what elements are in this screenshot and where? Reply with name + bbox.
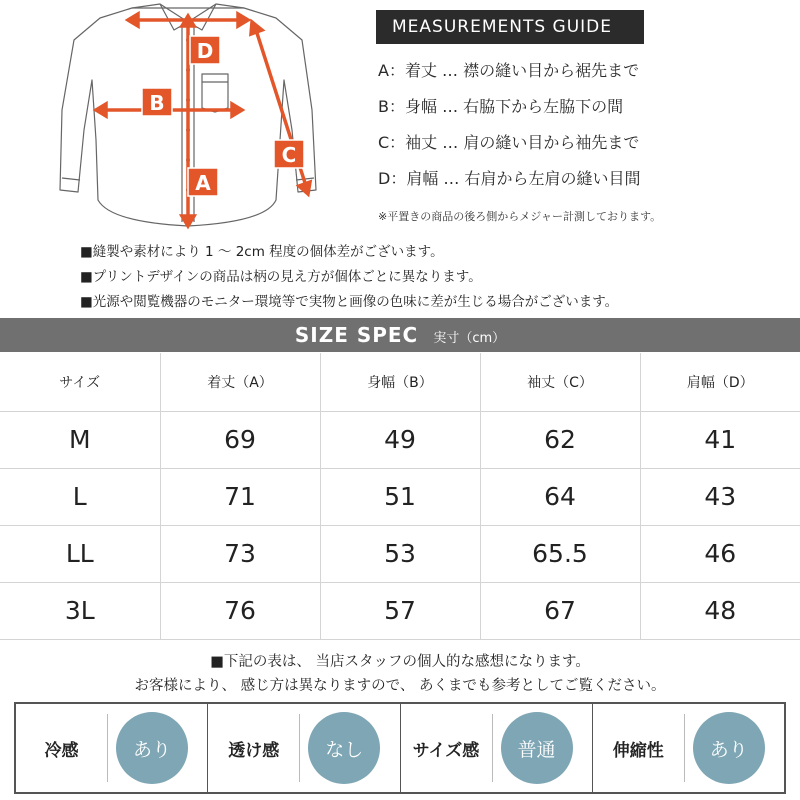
shoulder-cell: 48 xyxy=(640,582,800,639)
diagram-label-c: C xyxy=(281,143,297,167)
sleeve-cell: 62 xyxy=(480,411,640,468)
width-cell: 53 xyxy=(320,525,480,582)
notice-item: ■プリントデザインの商品は柄の見え方が個体ごとに異なります。 xyxy=(80,269,482,285)
width-cell: 51 xyxy=(320,468,480,525)
length-cell: 76 xyxy=(160,582,320,639)
size-spec-title: SIZE SPEC xyxy=(294,323,419,347)
feel-label: 透け感 xyxy=(208,714,300,782)
staff-impression-note xyxy=(0,650,800,698)
diagram-label-b: B xyxy=(149,91,165,115)
table-row xyxy=(0,525,800,582)
feel-item-sheerness xyxy=(207,704,399,792)
notice-item: ■光源や閲覧機器のモニター環境等で実物と画像の色味に差が生じる場合がございます。 xyxy=(80,294,619,310)
feel-value-badge: あり xyxy=(116,712,188,784)
guide-item-c: C：袖丈 … 肩の縫い目から袖先まで xyxy=(378,133,640,152)
size-cell: 3L xyxy=(0,582,160,639)
sleeve-cell: 67 xyxy=(480,582,640,639)
measurement-note: ※平置きの商品の後ろ側からメジャー計測しております。 xyxy=(378,210,662,223)
measurements-guide-list xyxy=(378,58,641,202)
length-cell: 69 xyxy=(160,411,320,468)
column-header: 肩幅（D） xyxy=(640,353,800,411)
guide-item-b: B：身幅 … 右脇下から左脇下の間 xyxy=(378,97,624,116)
fabric-feel-panel xyxy=(14,702,786,794)
table-row xyxy=(0,468,800,525)
column-header: 着丈（A） xyxy=(160,353,320,411)
size-cell: LL xyxy=(0,525,160,582)
width-cell: 57 xyxy=(320,582,480,639)
size-spec-unit: 実寸（cm） xyxy=(433,331,506,346)
notice-item: ■縫製や素材により 1 ～ 2cm 程度の個体差がございます。 xyxy=(80,244,444,260)
feel-item-fit xyxy=(400,704,592,792)
size-cell: L xyxy=(0,468,160,525)
sleeve-cell: 65.5 xyxy=(480,525,640,582)
measurements-guide-title: MEASUREMENTS GUIDE xyxy=(376,10,644,44)
shirt-measurement-diagram xyxy=(40,0,340,232)
table-row xyxy=(0,582,800,639)
size-cell: M xyxy=(0,411,160,468)
size-spec-header xyxy=(0,318,800,352)
staff-note-line: ■下記の表は、 当店スタッフの個人的な感想になります。 xyxy=(210,654,590,670)
feel-item-cooling xyxy=(16,704,207,792)
length-cell: 71 xyxy=(160,468,320,525)
feel-label: 伸縮性 xyxy=(593,714,685,782)
staff-note-line: お客様により、 感じ方は異なりますので、 あくまでも参考としてご覧ください。 xyxy=(134,678,666,694)
feel-value-badge: あり xyxy=(693,712,765,784)
diagram-label-d: D xyxy=(196,39,214,63)
diagram-label-a: A xyxy=(195,171,211,195)
feel-value-badge: 普通 xyxy=(501,712,573,784)
shoulder-cell: 43 xyxy=(640,468,800,525)
column-header: サイズ xyxy=(0,353,160,411)
feel-label: サイズ感 xyxy=(401,714,493,782)
shoulder-cell: 41 xyxy=(640,411,800,468)
guide-item-d: D：肩幅 … 右肩から左肩の縫い目間 xyxy=(378,169,641,188)
sleeve-cell: 64 xyxy=(480,468,640,525)
guide-item-a: A：着丈 … 襟の縫い目から裾先まで xyxy=(378,61,640,80)
notice-list xyxy=(80,240,618,315)
size-spec-table xyxy=(0,353,800,640)
feel-value-badge: なし xyxy=(308,712,380,784)
width-cell: 49 xyxy=(320,411,480,468)
table-header-row xyxy=(0,353,800,411)
shoulder-cell: 46 xyxy=(640,525,800,582)
table-row xyxy=(0,411,800,468)
column-header: 身幅（B） xyxy=(320,353,480,411)
feel-label: 冷感 xyxy=(16,714,108,782)
feel-item-stretch xyxy=(592,704,784,792)
length-cell: 73 xyxy=(160,525,320,582)
column-header: 袖丈（C） xyxy=(480,353,640,411)
